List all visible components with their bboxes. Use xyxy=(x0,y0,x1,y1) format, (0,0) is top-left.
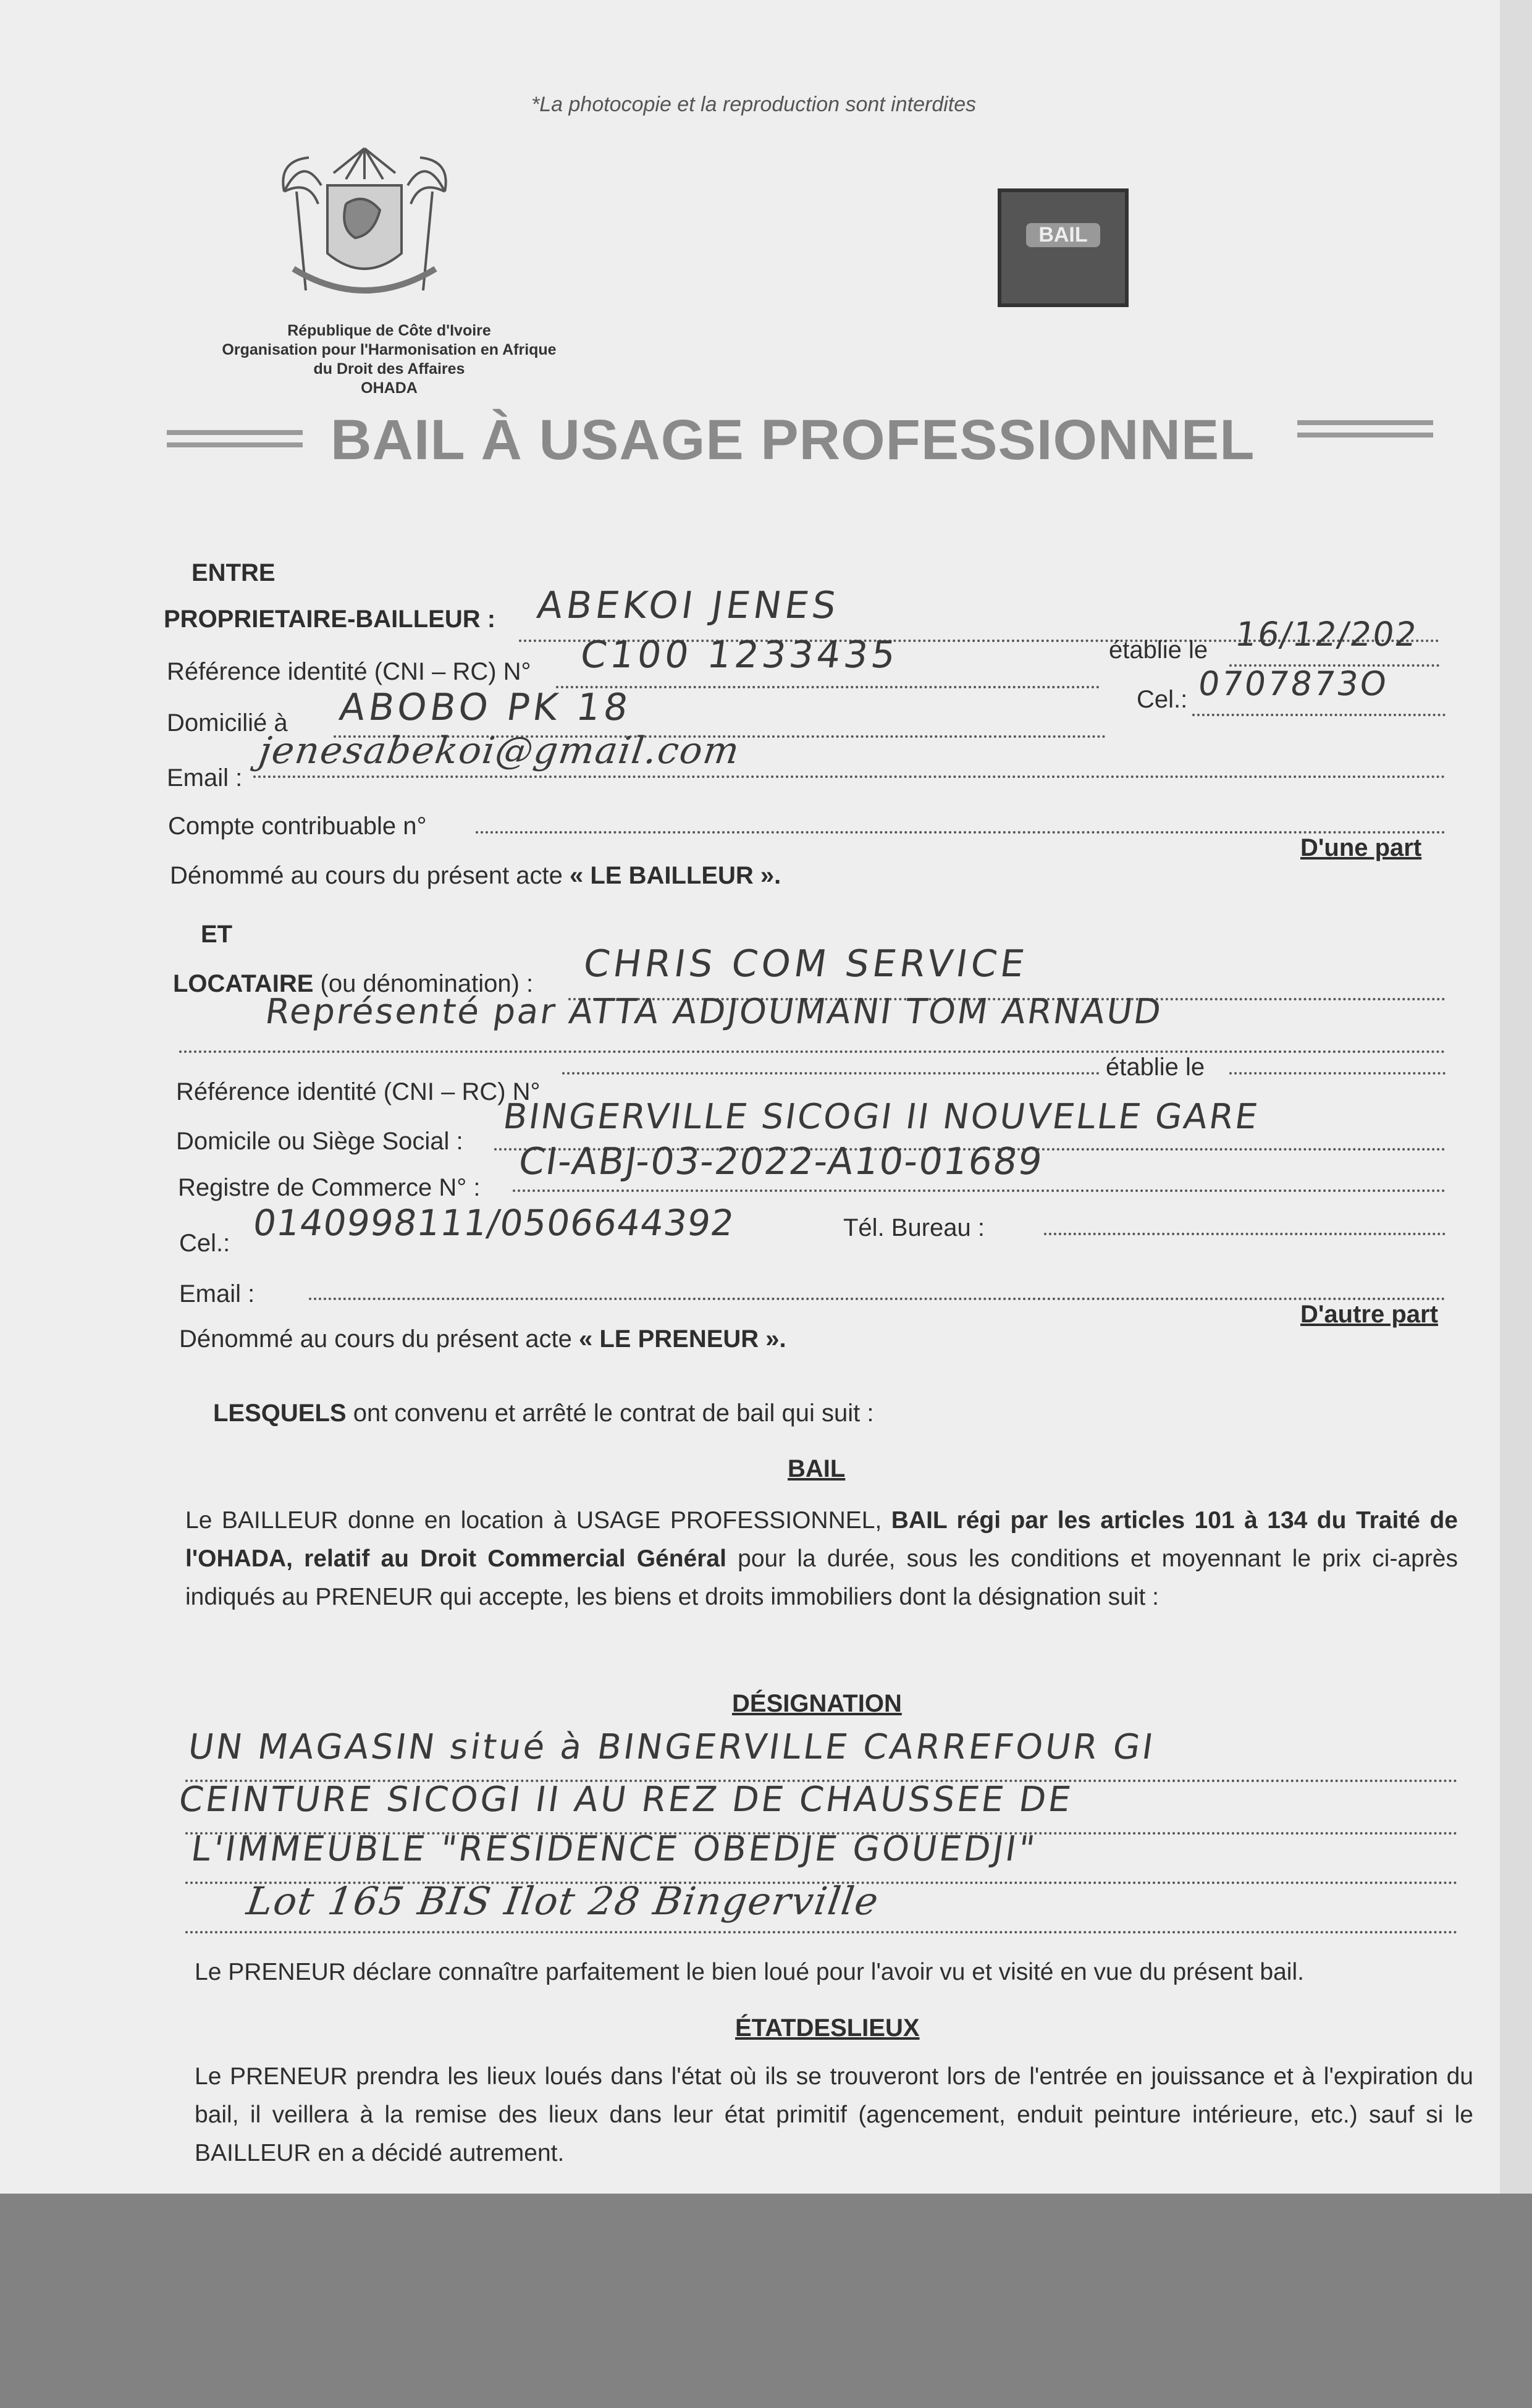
denomme-preneur: Dénommé au cours du présent acte « LE PRENEUR ». xyxy=(179,1325,786,1353)
represented-dots xyxy=(179,1050,1446,1053)
entre-heading: ENTRE xyxy=(192,559,276,586)
org-line-2: Organisation pour l'Harmonisation en Afrique xyxy=(222,341,557,358)
copy-notice: *La photocopie et la reproduction sont interdites xyxy=(531,93,977,116)
etablie-label: établie le xyxy=(1109,636,1208,664)
compte-label: Compte contribuable n° xyxy=(168,813,427,840)
loc-cel-value: 0140998111/0506644392 xyxy=(250,1202,738,1244)
domicile-value: ABOBO PK 18 xyxy=(337,686,634,729)
ref-value: C100 1233435 xyxy=(578,633,902,677)
loc-etablie-label: établie le xyxy=(1106,1054,1205,1081)
designation-heading: DÉSIGNATION xyxy=(732,1690,902,1717)
email-label: Email : xyxy=(167,764,243,792)
autre-part: D'autre part xyxy=(1300,1301,1438,1328)
designation-declaration: Le PRENEUR déclare connaître parfaitement le bien loué pour l'avoir vu et visité en vue du présent bail. xyxy=(195,1959,1304,1985)
desig-dots-4 xyxy=(185,1931,1458,1933)
loc-domicile-value: BINGERVILLE SICOGI II NOUVELLE GARE xyxy=(500,1097,1262,1137)
cel-label: Cel.: xyxy=(1137,686,1188,713)
bail-stamp xyxy=(998,188,1129,307)
org-line-3: du Droit des Affaires xyxy=(313,360,465,378)
loc-etablie-dots xyxy=(1229,1072,1446,1075)
domicile-label: Domicilié à xyxy=(167,709,288,737)
une-part: D'une part xyxy=(1300,834,1422,861)
loc-email-dots xyxy=(309,1298,1446,1300)
org-line-4: OHADA xyxy=(361,379,418,397)
title-rule-left-2 xyxy=(167,442,303,447)
loc-ref-label: Référence identité (CNI – RC) N° xyxy=(176,1078,541,1105)
owner-label: PROPRIETAIRE-BAILLEUR : xyxy=(164,606,496,633)
title-rule-right-1 xyxy=(1297,420,1433,425)
email-value: jenesabekoi@gmail.com xyxy=(256,729,743,772)
ref-label: Référence identité (CNI – RC) N° xyxy=(167,658,531,685)
tel-bureau-dots xyxy=(1044,1233,1446,1235)
email-dots xyxy=(253,775,1446,778)
document-title: BAIL À USAGE PROFESSIONNEL xyxy=(330,408,1255,471)
etat-paragraph: Le PRENEUR prendra les lieux loués dans l'état où ils se trouveront lors de l'entrée en jouissance et à l'expiration du bail, il veillera à la remise des lieux dans leur état primitif (agencement, enduit peinture intérieure, etc.) sauf si le BAILLEUR en a décidé autrement. xyxy=(195,2063,1473,2166)
lesquels-line: LESQUELS ont convenu et arrêté le contrat de bail qui suit : xyxy=(213,1400,874,1427)
registre-label: Registre de Commerce N° : xyxy=(178,1174,481,1201)
stamp-label: BAIL xyxy=(1026,223,1100,247)
etablie-value: 16/12/202 xyxy=(1232,615,1421,654)
coat-of-arms-icon xyxy=(259,136,469,321)
ref-dots xyxy=(556,686,1100,688)
locataire-label: LOCATAIRE (ou dénomination) : xyxy=(173,970,534,997)
designation-line-4: Lot 165 BIS Ilot 28 Bingerville xyxy=(243,1878,882,1924)
loc-cel-label: Cel.: xyxy=(179,1230,230,1257)
loc-email-label: Email : xyxy=(179,1280,255,1308)
etat-heading: ÉTATDESLIEUX xyxy=(735,2014,920,2042)
owner-value: ABEKOI JENES xyxy=(534,584,843,627)
et-heading: ET xyxy=(201,921,233,948)
denomme-bailleur: Dénommé au cours du présent acte « LE BAILLEUR ». xyxy=(170,862,781,889)
title-rule-left-1 xyxy=(167,430,303,435)
bail-heading: BAIL xyxy=(788,1455,846,1482)
tel-bureau-label: Tél. Bureau : xyxy=(843,1214,985,1241)
org-line-1: République de Côte d'Ivoire xyxy=(287,322,491,339)
loc-ref-dots xyxy=(562,1072,1100,1075)
title-rule-right-2 xyxy=(1297,433,1433,437)
represented-value: Représenté par ATTA ADJOUMANI TOM ARNAUD xyxy=(263,992,1166,1032)
locataire-value: CHRIS COM SERVICE xyxy=(581,942,1031,986)
compte-dots xyxy=(476,831,1446,834)
designation-line-3: L'IMMEUBLE "RESIDENCE OBEDJE GOUEDJI" xyxy=(188,1829,1040,1869)
cel-dots xyxy=(1192,714,1446,716)
registre-dots xyxy=(513,1189,1446,1192)
title-block xyxy=(167,408,1433,476)
bail-paragraph: Le BAILLEUR donne en location à USAGE PROFESSIONNEL, BAIL régi par les articles 101 à 134 du Traité de l'OHADA, relatif au Droit Commercial Général pour la durée, sous les conditions et moyennant le prix ci-après indiqués au PRENEUR qui accepte, les biens et droits immobiliers dont la désignation suit : xyxy=(185,1507,1458,1610)
scan-edge xyxy=(1500,0,1532,2194)
designation-line-1: UN MAGASIN situé à BINGERVILLE CARREFOUR GI xyxy=(185,1727,1158,1767)
loc-domicile-label: Domicile ou Siège Social : xyxy=(176,1128,463,1155)
organisation-block xyxy=(173,321,605,398)
cel-value: 0707873O xyxy=(1195,664,1391,703)
registre-value: CI-ABJ-03-2022-A10-01689 xyxy=(516,1140,1046,1183)
designation-line-2: CEINTURE SICOGI II AU REZ DE CHAUSSEE DE xyxy=(176,1780,1076,1820)
